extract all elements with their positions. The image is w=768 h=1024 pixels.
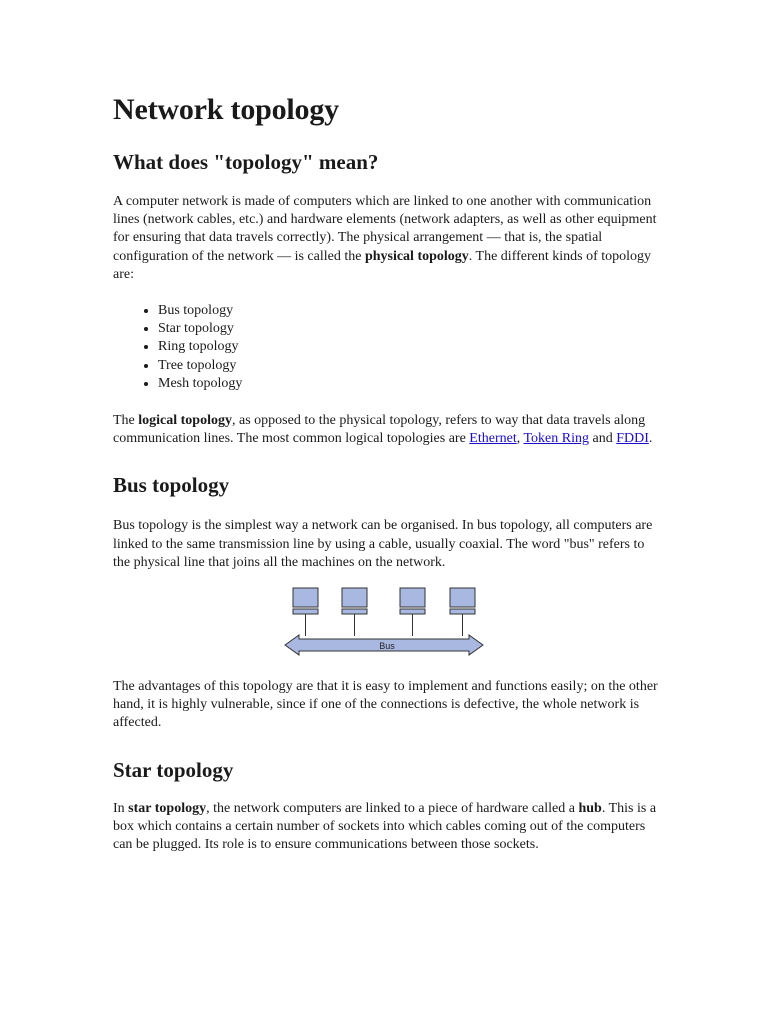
star-bold-hub: hub xyxy=(578,800,602,816)
star-middle: , the network computers are linked to a piece of hardware called a xyxy=(206,800,579,816)
ethernet-link[interactable]: Ethernet xyxy=(469,431,517,447)
computer-node xyxy=(342,588,367,636)
star-paragraph xyxy=(113,800,658,855)
star-prefix: In xyxy=(113,800,129,816)
star-end: . This is a box which contains a certain number of sockets into which cables coming out of the computers can be plugged. Its role is to ensure communications between those sockets. xyxy=(113,800,657,853)
intro-paragraph xyxy=(113,193,658,284)
logical-middle: , as opposed to the physical topology, refers to way that data travels along communication lines. The most common logical topologies are xyxy=(113,413,646,447)
bus-advantages-paragraph: The advantages of this topology are that it is easy to implement and functions easily; on the other hand, it is highly vulnerable, since if one of the connections is defective, the whole network is affected. xyxy=(113,679,658,731)
logical-sep1: , xyxy=(516,431,524,447)
bus-label: Bus xyxy=(379,641,395,652)
intro-after: . The different kinds of topology are: xyxy=(113,248,652,282)
topology-list xyxy=(113,302,658,393)
fddi-link[interactable]: FDDI xyxy=(616,431,649,447)
list-item: • Bus topology xyxy=(158,302,658,320)
list-item: • Mesh topology xyxy=(158,375,658,393)
section-heading-topology-meaning: What does "topology" mean? xyxy=(113,150,379,174)
logical-bold: logical topology xyxy=(138,413,232,429)
list-item: • Tree topology xyxy=(158,357,658,375)
star-bold-star-topology: star topology xyxy=(128,800,207,816)
intro-bold-physical-topology: physical topology xyxy=(364,248,469,264)
list-item: • Star topology xyxy=(158,320,658,338)
section-heading-bus-topology: Bus topology xyxy=(113,473,230,498)
bus-diagram-svg xyxy=(113,582,658,668)
computer-node xyxy=(450,588,475,636)
page-title: Network topology xyxy=(113,93,339,126)
logical-end: . xyxy=(648,431,653,447)
document-content xyxy=(113,90,658,854)
bus-paragraph: Bus topology is the simplest way a network can be organised. In bus topology, all computers are linked to the same transmission line by using a cable, usually coaxial. The word "bus" refers to the physical line that joins all the machines on the network. xyxy=(113,518,653,570)
logical-sep2: and xyxy=(588,431,617,447)
token-ring-link[interactable]: Token Ring xyxy=(523,431,589,447)
bus-diagram xyxy=(113,582,658,668)
computer-node xyxy=(400,588,425,636)
intro-text: A computer network is made of computers which are linked to one another with communication lines (network cables, etc.) and hardware elements (network adapters, as well as other equipment for ensuring that data travels correctly). The physical arrangement — that is, the spatial configuration of the network — is called the xyxy=(113,194,657,264)
list-item: • Ring topology xyxy=(158,338,658,356)
computer-node xyxy=(293,588,318,636)
logical-prefix: The xyxy=(113,413,139,429)
logical-topology-paragraph xyxy=(113,412,658,448)
section-heading-star-topology: Star topology xyxy=(113,757,234,782)
